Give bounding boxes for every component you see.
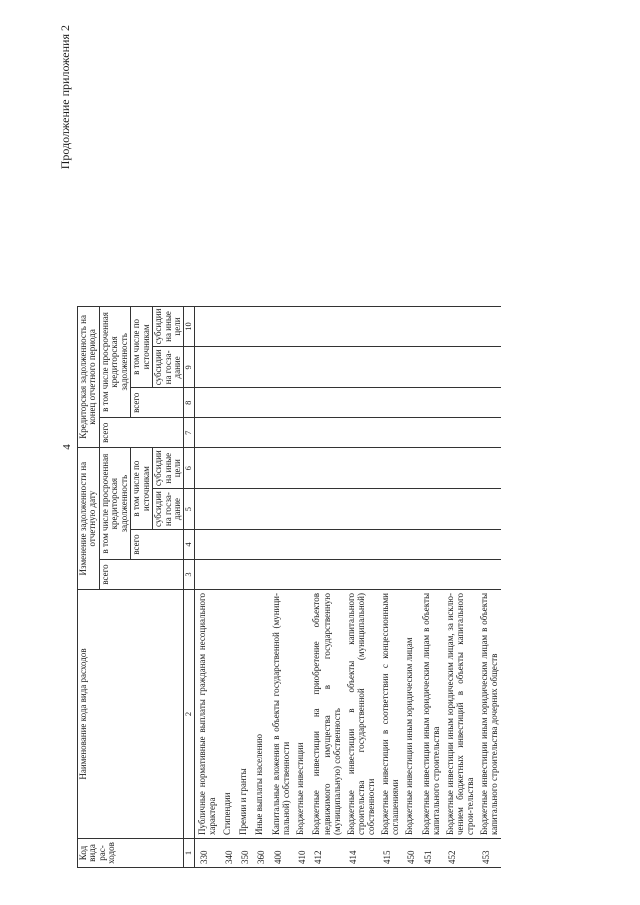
value-cell <box>220 306 236 347</box>
value-cell <box>378 530 402 560</box>
value-cell <box>419 448 443 489</box>
value-cell <box>477 530 501 560</box>
value-cell <box>309 560 343 590</box>
row-code: 410 <box>293 839 309 868</box>
header-end-sub-state: субсидии на госза-дание <box>153 347 184 388</box>
row-name: Публичные нормативные выплаты гражданам несоциального характера <box>195 590 220 839</box>
value-cell <box>344 448 378 489</box>
value-cell <box>269 489 293 530</box>
value-cell <box>293 560 309 590</box>
value-cell <box>344 530 378 560</box>
header-change-sources: в том числе по источникам <box>131 448 153 530</box>
value-cell <box>402 489 418 530</box>
value-cell <box>293 347 309 388</box>
row-code: 451 <box>419 839 443 868</box>
table-row <box>378 306 402 867</box>
header-end-sources: в том числе по источникам <box>131 306 153 388</box>
col-number: 7 <box>184 418 195 448</box>
rotated-page <box>50 8 610 868</box>
table-row <box>252 306 268 867</box>
value-cell <box>293 388 309 418</box>
table-row <box>220 306 236 867</box>
value-cell <box>220 418 236 448</box>
row-code: 360 <box>252 839 268 868</box>
header-code: Код вида рас-ходов <box>78 839 184 868</box>
value-cell <box>236 418 252 448</box>
value-cell <box>477 560 501 590</box>
row-code: 350 <box>236 839 252 868</box>
header-change-total: всего <box>99 560 184 590</box>
value-cell <box>195 530 220 560</box>
value-cell <box>402 530 418 560</box>
value-cell <box>443 347 477 388</box>
value-cell <box>293 418 309 448</box>
value-cell <box>419 347 443 388</box>
row-name: Бюджетные инвестиции в объекты капитального строительства государственной (муниципальной) собственности <box>344 590 378 839</box>
value-cell <box>309 530 343 560</box>
col-number: 4 <box>184 530 195 560</box>
table-row <box>309 306 343 867</box>
expense-table <box>77 306 501 868</box>
header-end-overdue: в том числе просроченная кредиторская задолженность <box>99 306 130 418</box>
value-cell <box>309 489 343 530</box>
value-cell <box>309 418 343 448</box>
value-cell <box>252 306 268 347</box>
header-change-sub-state: субсидии на госза-дание <box>153 489 184 530</box>
col-number: 10 <box>184 306 195 347</box>
row-name: Бюджетные инвестиции иным юридическим лицам в объекты капитального строительства <box>419 590 443 839</box>
value-cell <box>236 530 252 560</box>
row-name: Бюджетные инвестиции <box>293 590 309 839</box>
value-cell <box>252 418 268 448</box>
value-cell <box>195 347 220 388</box>
value-cell <box>477 306 501 347</box>
row-code: 415 <box>378 839 402 868</box>
value-cell <box>344 418 378 448</box>
value-cell <box>220 347 236 388</box>
value-cell <box>252 347 268 388</box>
value-cell <box>309 388 343 418</box>
value-cell <box>443 489 477 530</box>
value-cell <box>269 418 293 448</box>
value-cell <box>220 448 236 489</box>
value-cell <box>402 388 418 418</box>
row-name: Бюджетные инвестиции иным юридическим лицам, за исклю-чением бюджетных инвестиций в объекты капитального строи-тельства <box>443 590 477 839</box>
value-cell <box>477 347 501 388</box>
value-cell <box>269 448 293 489</box>
row-code: 414 <box>344 839 378 868</box>
value-cell <box>252 489 268 530</box>
value-cell <box>402 448 418 489</box>
value-cell <box>443 306 477 347</box>
value-cell <box>220 530 236 560</box>
value-cell <box>236 347 252 388</box>
value-cell <box>402 418 418 448</box>
col-number: 2 <box>184 590 195 839</box>
value-cell <box>293 448 309 489</box>
value-cell <box>344 560 378 590</box>
value-cell <box>236 448 252 489</box>
col-number: 3 <box>184 560 195 590</box>
value-cell <box>269 347 293 388</box>
continuation-caption: Продолжение приложения 2 <box>58 25 72 170</box>
row-name: Бюджетные инвестиции на приобретение объектов недвижимого имущества в государственную (муниципальную) собственность <box>309 590 343 839</box>
value-cell <box>309 448 343 489</box>
col-number: 6 <box>184 448 195 489</box>
value-cell <box>344 306 378 347</box>
value-cell <box>378 489 402 530</box>
value-cell <box>402 306 418 347</box>
table-row <box>269 306 293 867</box>
row-code: 453 <box>477 839 501 868</box>
row-name: Бюджетные инвестиции иным юридическим лицам <box>402 590 418 839</box>
value-cell <box>419 306 443 347</box>
value-cell <box>419 418 443 448</box>
value-cell <box>443 388 477 418</box>
value-cell <box>378 388 402 418</box>
header-change-group: Изменение задолженности на отчетную дату <box>78 448 100 590</box>
table-row <box>419 306 443 867</box>
value-cell <box>195 489 220 530</box>
row-code: 450 <box>402 839 418 868</box>
row-name: Иные выплаты населению <box>252 590 268 839</box>
value-cell <box>195 306 220 347</box>
value-cell <box>220 388 236 418</box>
value-cell <box>195 418 220 448</box>
value-cell <box>477 489 501 530</box>
header-name: Наименование кода вида расходов <box>78 590 184 839</box>
col-number: 8 <box>184 388 195 418</box>
table-row <box>236 306 252 867</box>
value-cell <box>220 560 236 590</box>
value-cell <box>293 530 309 560</box>
value-cell <box>443 448 477 489</box>
header-change-sub-other: субсидии на иные цели <box>153 448 184 489</box>
header-end-overdue-total: всего <box>131 388 184 418</box>
header-end-sub-other: субсидии на иные цели <box>153 306 184 347</box>
row-code: 340 <box>220 839 236 868</box>
value-cell <box>236 560 252 590</box>
value-cell <box>443 560 477 590</box>
header-end-group: Кредиторская задолженность на конец отчетного периода <box>78 306 100 448</box>
value-cell <box>344 347 378 388</box>
value-cell <box>477 388 501 418</box>
row-name: Бюджетные инвестиции в соответствии с концессионными соглашениями <box>378 590 402 839</box>
col-number: 1 <box>184 839 195 868</box>
value-cell <box>344 388 378 418</box>
value-cell <box>344 489 378 530</box>
value-cell <box>419 388 443 418</box>
value-cell <box>419 489 443 530</box>
col-number: 9 <box>184 347 195 388</box>
value-cell <box>293 306 309 347</box>
col-number: 5 <box>184 489 195 530</box>
value-cell <box>236 306 252 347</box>
value-cell <box>378 560 402 590</box>
row-code: 330 <box>195 839 220 868</box>
value-cell <box>309 306 343 347</box>
value-cell <box>269 530 293 560</box>
header-end-total: всего <box>99 418 184 448</box>
value-cell <box>236 388 252 418</box>
header-change-overdue-total: всего <box>131 530 184 560</box>
table-row <box>477 306 501 867</box>
row-name: Капитальные вложения в объекты государственной (муници-пальной) собственности <box>269 590 293 839</box>
header-change-overdue: в том числе просроченная кредиторская задолженность <box>99 448 130 560</box>
table-body <box>195 306 501 867</box>
value-cell <box>269 388 293 418</box>
row-name: Бюджетные инвестиции иным юридическим лицам в объекты капитального строительства дочерних обществ <box>477 590 501 839</box>
table-row <box>195 306 220 867</box>
value-cell <box>293 489 309 530</box>
value-cell <box>378 306 402 347</box>
value-cell <box>309 347 343 388</box>
value-cell <box>477 418 501 448</box>
value-cell <box>269 560 293 590</box>
value-cell <box>402 347 418 388</box>
table-row <box>293 306 309 867</box>
row-code: 452 <box>443 839 477 868</box>
value-cell <box>378 347 402 388</box>
value-cell <box>402 560 418 590</box>
table-row <box>344 306 378 867</box>
value-cell <box>195 448 220 489</box>
page-number: 4 <box>61 444 73 450</box>
value-cell <box>220 489 236 530</box>
value-cell <box>419 560 443 590</box>
table-row <box>402 306 418 867</box>
value-cell <box>252 560 268 590</box>
value-cell <box>477 448 501 489</box>
value-cell <box>378 448 402 489</box>
value-cell <box>419 530 443 560</box>
value-cell <box>443 530 477 560</box>
value-cell <box>252 388 268 418</box>
value-cell <box>269 306 293 347</box>
value-cell <box>195 560 220 590</box>
row-name: Стипендии <box>220 590 236 839</box>
value-cell <box>252 448 268 489</box>
value-cell <box>443 418 477 448</box>
value-cell <box>252 530 268 560</box>
value-cell <box>195 388 220 418</box>
row-name: Премии и гранты <box>236 590 252 839</box>
row-code: 412 <box>309 839 343 868</box>
table-row <box>443 306 477 867</box>
value-cell <box>378 418 402 448</box>
value-cell <box>236 489 252 530</box>
row-code: 400 <box>269 839 293 868</box>
